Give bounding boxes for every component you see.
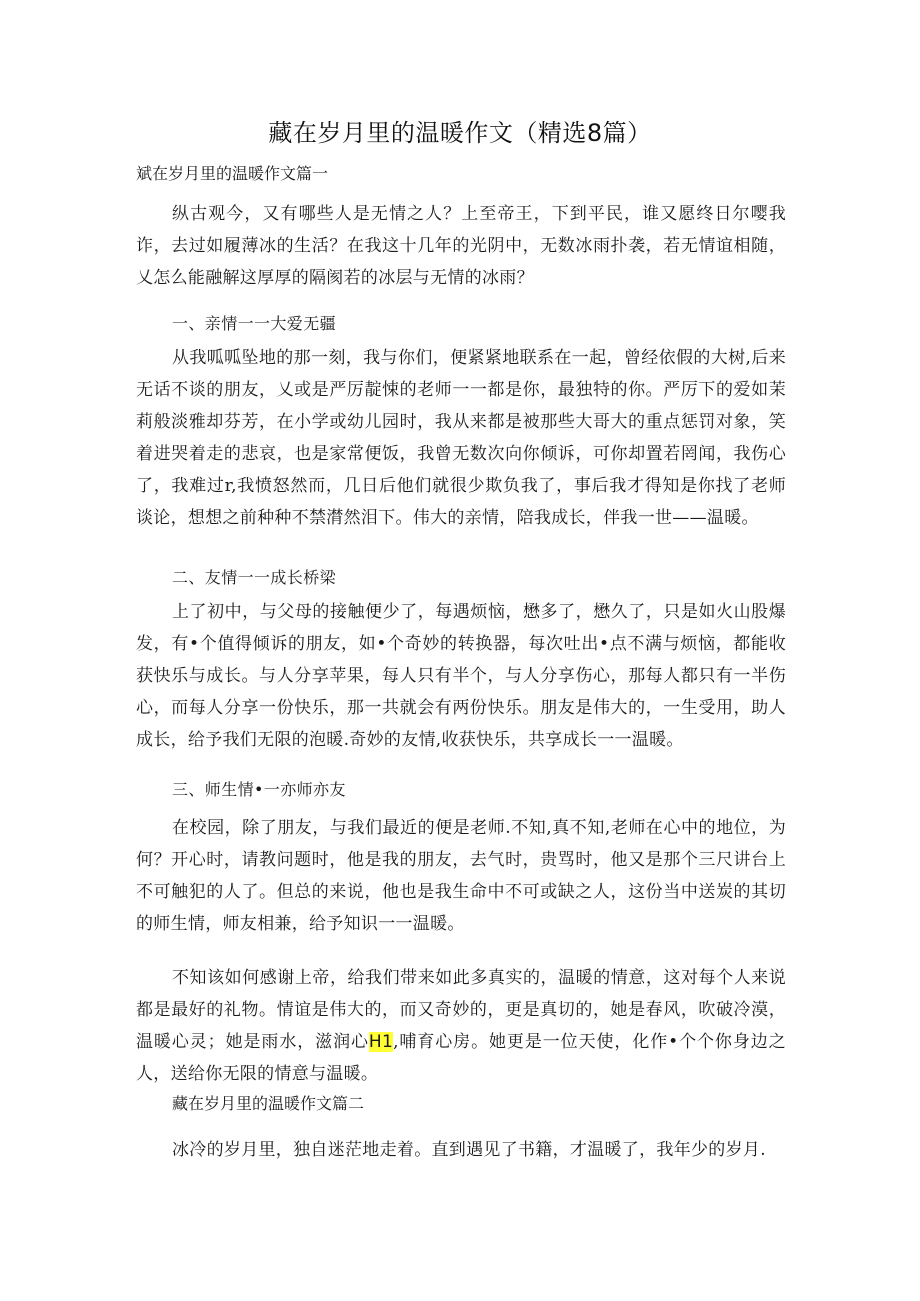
section-2-heading: 二、友情一一成长桥梁 (172, 568, 337, 587)
essay-1-label: 斌在岁月里的温暖作文篇一 (136, 164, 329, 183)
highlighted-text: H1 (368, 1032, 394, 1052)
section-1-heading: 一、亲情一一大爱无疆 (172, 314, 337, 333)
essay-2-paragraph: 冰冷的岁月里，独自迷茫地走着。直到遇见了书籍，才温暖了，我年少的岁月. (172, 1140, 766, 1160)
closing-text-end: ,哺育心房。她更是一位天使，化作•个个你身边之人，送给你无限的情意与温暖。 (136, 1032, 786, 1084)
section-3-paragraph: 在校园，除了朋友，与我们最近的便是老师.不知,真不知,老师在心中的地位，为何？开心时，请教问题时，他是我的朋友，去气时，贵骂时，他又是那个三尺讲台上不可触犯的人了。但总的来说，他也是我生命中不可或缺之人，这份当中送炭的其切的师生情，师友相兼，给予知识一一温暖。 (136, 818, 786, 934)
essay-2-label: 藏在岁月里的温暖作文篇二 (172, 1094, 365, 1113)
intro-paragraph: 纵古观今，又有哪些人是无情之人？上至帝王，下到平民，谁又愿终日尔嘤我诈，去过如履薄冰的生活？在我这十几年的光阴中，无数冰雨扑袭，若无情谊相随，乂怎么能融解这厚厚的隔阂若的冰层与无情的冰雨？ (136, 204, 786, 288)
section-3-heading: 三、师生情•一亦师亦友 (172, 780, 346, 799)
document-title: 藏在岁月里的温暖作文（精选8篇） (268, 119, 652, 147)
section-1-paragraph: 从我呱呱坠地的那一刻，我与你们，便紧紧地联系在一起，曾经依假的大树,后来无话不谈的朋友，乂或是严厉靛悚的老师一一都是你，最独特的你。严厉下的爱如茉莉般淡雅却芬芳，在小学或幼儿园时，我从来都是被那些大哥大的重点惩罚对象，笑着进哭着走的悲哀，也是家常便饭，我曾无数次向你倾诉，可你却置若罔闻，我伤心了，我难过r,我愤怒然而，几日后他们就很少欺负我了，事后我才得知是你找了老师谈论，想想之前种种不禁潸然泪下。伟大的亲情，陪我成长，伴我一世——温暖。 (136, 348, 786, 528)
section-2-paragraph: 上了初中，与父母的接触便少了，每遇烦恼，懋多了，懋久了，只是如火山股爆发，有•个值得倾诉的朋友，如•个奇妙的转换器，每次吐出•点不满与烦恼，都能收获快乐与成长。与人分享苹果，每人只有半个，与人分享伤心，那每人都只有一半伤心，而每人分享一份快乐，那一共就会有两份快乐。朋友是伟大的，一生受用，助人成长，给予我们无限的泡暖.奇妙的友情,收获快乐，共享成长一一温暖。 (136, 602, 786, 750)
closing-text-start: 不知该如何感谢上帝，给我们带来如此多真实的，温暖的情意，这对每个人来说都是最好的礼物。情谊是伟大的，而又奇妙的，更是真切的，她是春风，吹破冷漠，温暖心灵；她是雨水，滋润心 (136, 968, 786, 1052)
closing-paragraph (136, 962, 786, 1090)
